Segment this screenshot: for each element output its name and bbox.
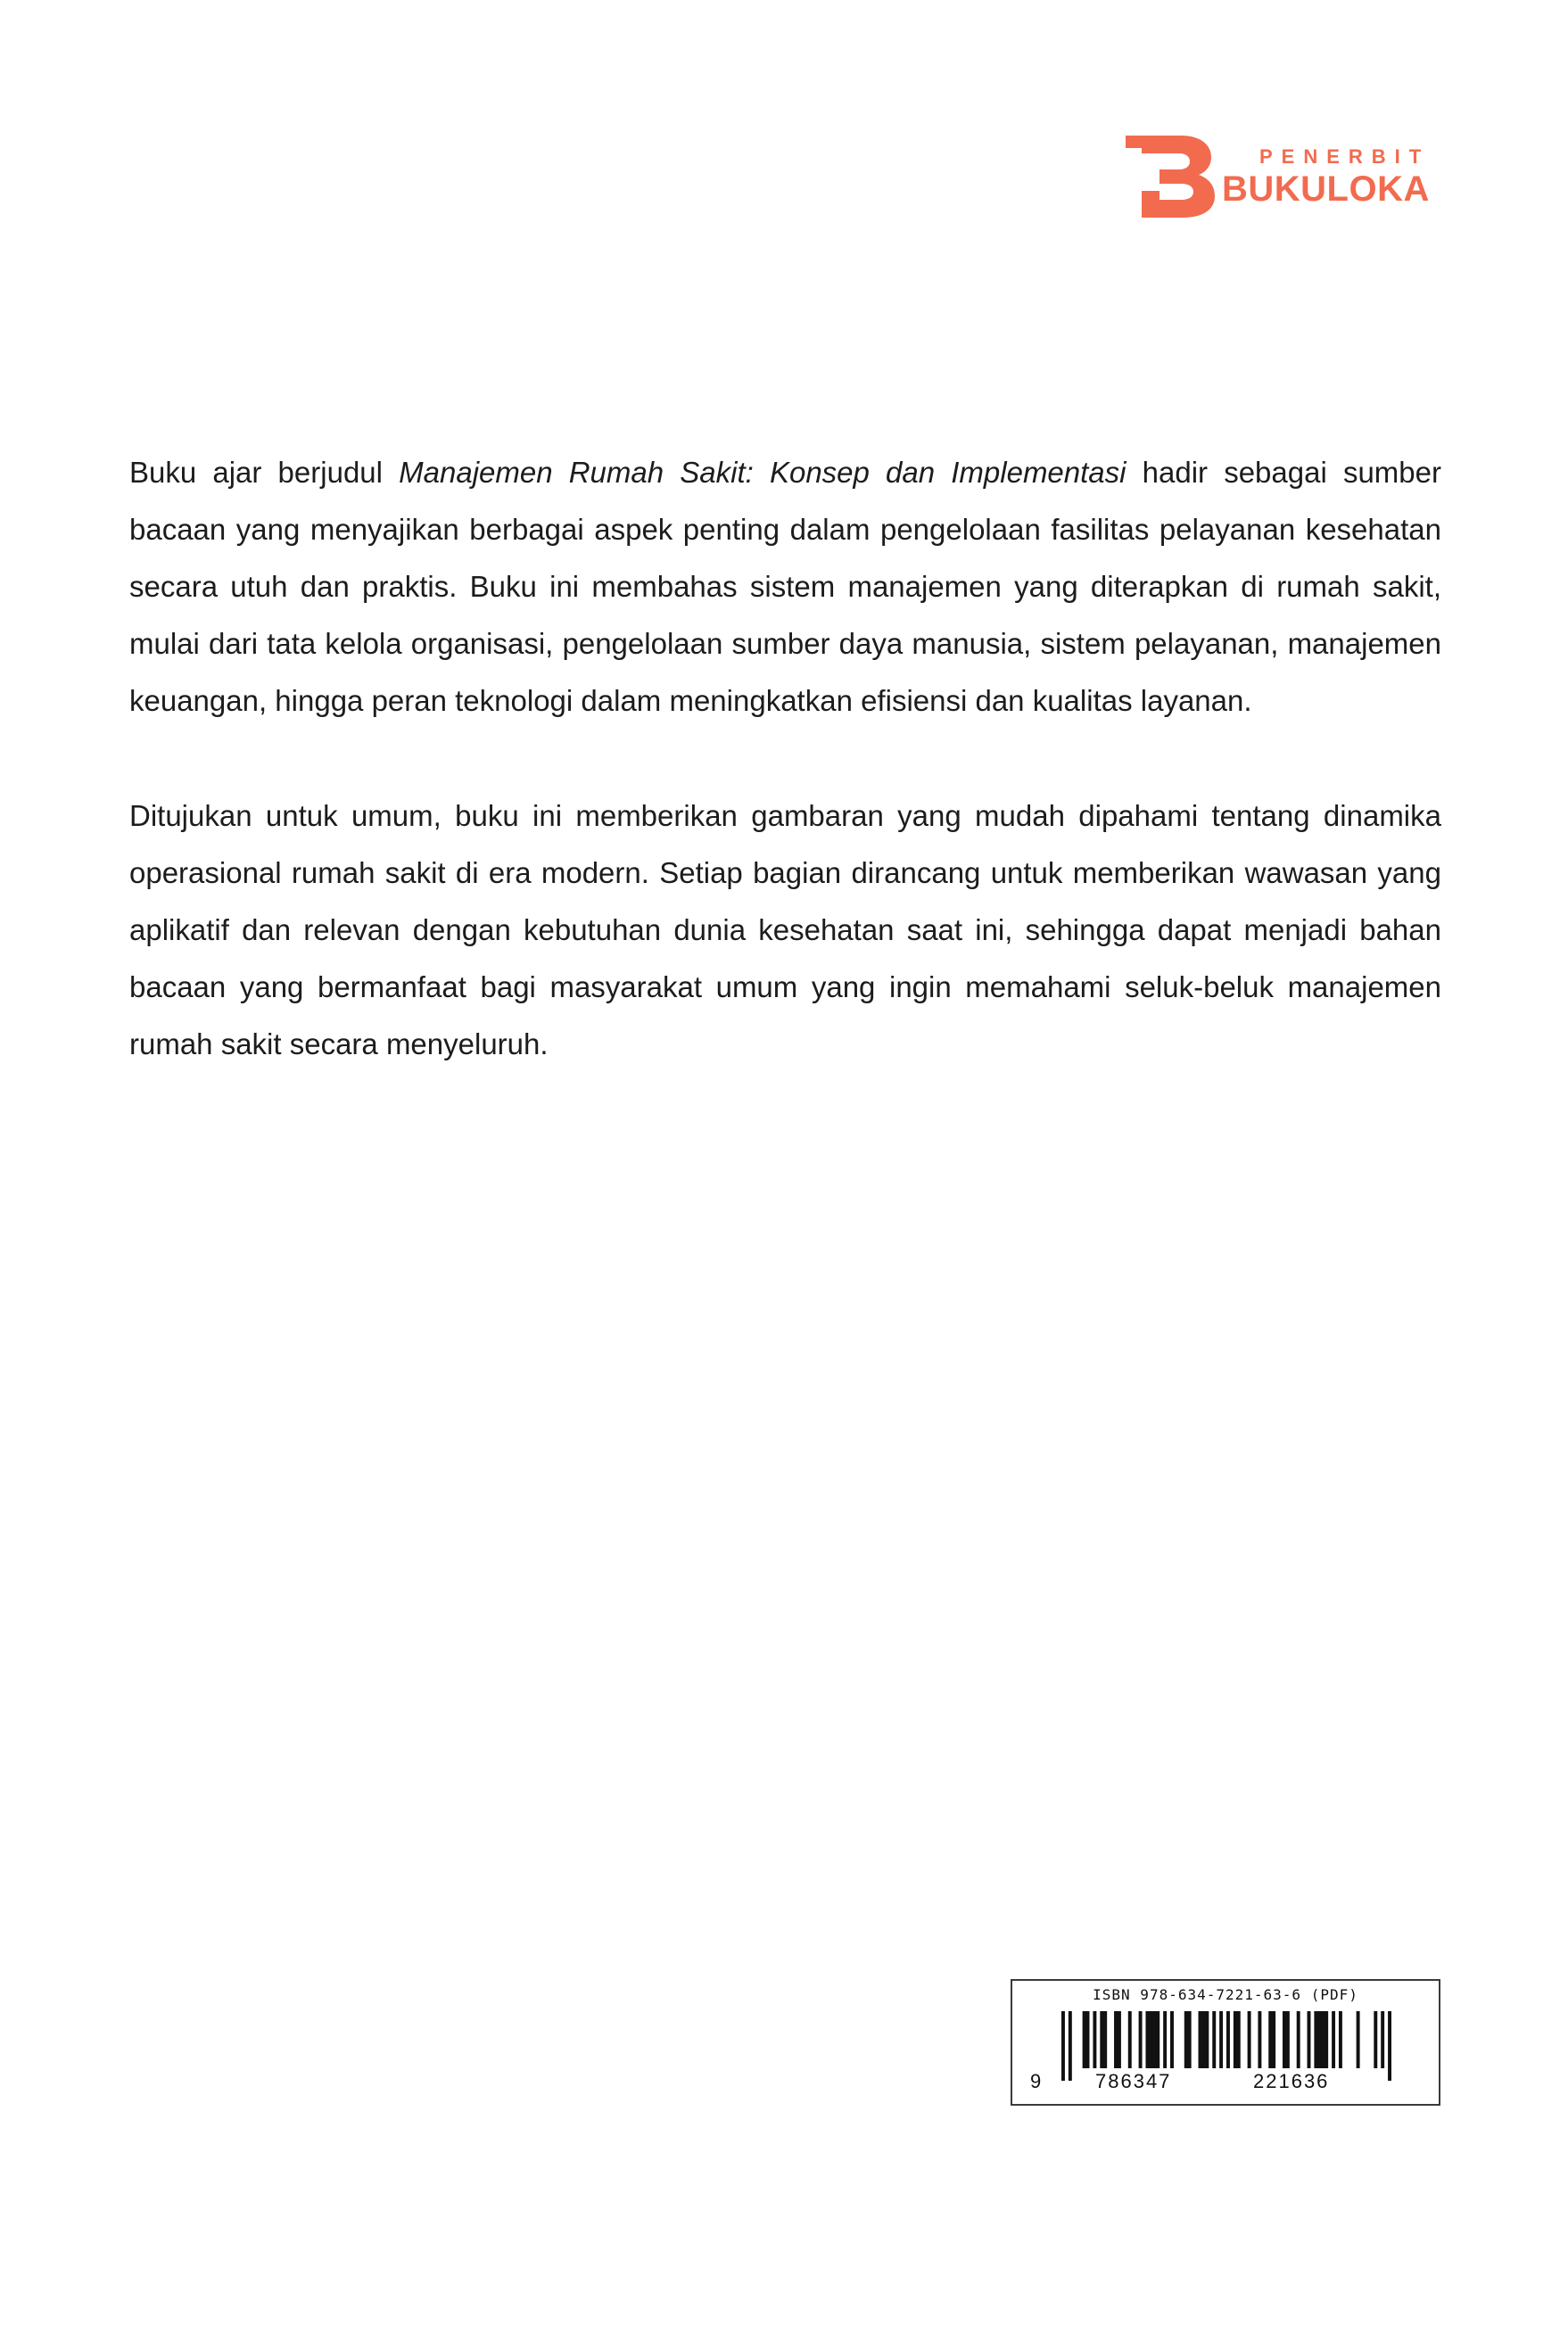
barcode-bar [1258,2011,1261,2068]
barcode-bar [1374,2011,1377,2068]
barcode-bar [1114,2011,1121,2068]
barcode-bar [1226,2011,1230,2068]
barcode-bar [1219,2011,1223,2068]
barcode-bar [1145,2011,1159,2068]
barcode-bar [1069,2011,1072,2081]
barcode-bar [1100,2011,1107,2068]
barcode-bar [1268,2011,1275,2068]
blurb-p1-body: hadir sebagai sumber bacaan yang menyajikan berbagai aspek penting dalam pengelolaan fasilitas pelayanan kesehatan secara utuh dan praktis. Buku ini membahas sistem manajemen yang diterapkan di rumah sakit, mulai dari tata kelola organisasi, pengelolaan sumber daya manusia, sistem pelayanan, manajemen keuangan, hingga peran teknologi dalam meningkatkan efisiensi dan kualitas layanan. [129,456,1441,717]
barcode-bar [1332,2011,1335,2068]
barcode-bar [1314,2011,1328,2068]
barcode-bar [1128,2011,1132,2068]
blurb-paragraph-1 [129,444,1441,730]
barcode-digits-left: 786347 [1095,2070,1172,2092]
publisher-logo [1126,136,1447,218]
publisher-name: BUKULOKA [1222,169,1430,209]
barcode-bar [1061,2011,1065,2081]
barcode-digits-right: 221636 [1253,2070,1330,2092]
blurb-p1-intro: Buku ajar berjudul [129,456,400,489]
barcode-bar [1248,2011,1251,2068]
barcode-bar [1163,2011,1167,2068]
barcode-bar [1297,2011,1300,2068]
isbn-label: ISBN 978-634-7221-63-6 (PDF) [1093,1986,1358,2003]
isbn-barcode [1011,1979,1440,2106]
barcode-bar [1357,2011,1360,2068]
barcode-bar [1139,2011,1143,2068]
barcode-bar [1093,2011,1096,2068]
blurb-paragraph-2: Ditujukan untuk umum, buku ini memberikan gambaran yang mudah dipahami tentang dinamika operasional rumah sakit di era modern. Setiap bagian dirancang untuk memberikan wawasan yang aplikatif dan relevan dengan kebutuhan dunia kesehatan saat ini, sehingga dapat menjadi bahan bacaan yang bermanfaat bagi masyarakat umum yang ingin memahami seluk-beluk manajemen rumah sakit secara menyeluruh. [129,799,1441,1060]
barcode-bar [1283,2011,1290,2068]
barcode-bar [1212,2011,1216,2068]
barcode-bar [1234,2011,1241,2068]
barcode-digit-first: 9 [1030,2070,1042,2092]
barcode-bar [1381,2011,1384,2068]
barcode-bar [1083,2011,1090,2068]
barcode-bar [1184,2011,1192,2068]
barcode-bar [1308,2011,1311,2068]
barcode-bar [1339,2011,1342,2068]
barcode-bar [1170,2011,1174,2068]
letter-b-logo-icon [1126,136,1215,218]
back-cover-blurb [129,444,1441,1073]
publisher-label: PENERBIT [1259,145,1431,168]
book-title: Manajemen Rumah Sakit: Konsep dan Implementasi [399,456,1126,489]
barcode-bar [1388,2011,1391,2081]
barcode-bar [1199,2011,1209,2068]
